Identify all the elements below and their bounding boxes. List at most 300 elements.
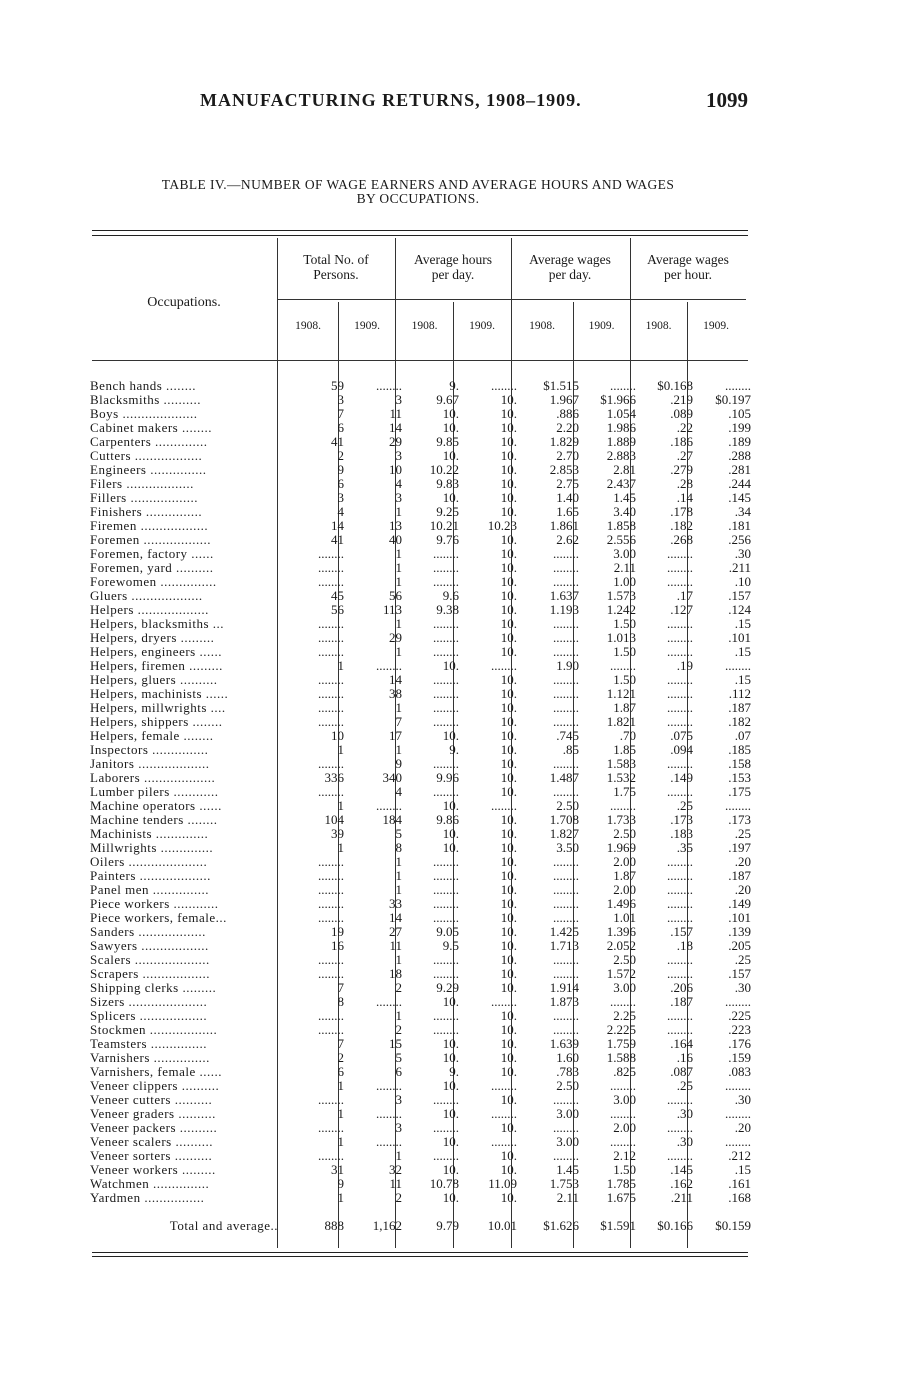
persons-1908: ........ (318, 785, 344, 799)
wages-hour-1908: ........ (667, 1023, 693, 1037)
occupation-name: Varnishers ............... (90, 1051, 210, 1065)
table-row (90, 729, 751, 743)
wages-hour-1908: ........ (667, 1093, 693, 1107)
top-rule-inner (92, 235, 748, 236)
persons-1909: 1 (395, 855, 402, 869)
table-row (90, 743, 751, 757)
top-rule (92, 230, 748, 231)
wages-hour-1908: .127 (670, 603, 693, 617)
wages-hour-1909: .157 (728, 967, 751, 981)
wages-day-1908: ........ (553, 673, 579, 687)
hours-1909: 10. (500, 1037, 517, 1051)
wages-day-1909: 2.12 (613, 1149, 636, 1163)
wages-hour-1908: ........ (667, 757, 693, 771)
occupation-name: Varnishers, female ...... (90, 1065, 222, 1079)
persons-1909: 340 (382, 771, 402, 785)
persons-1908: ........ (318, 547, 344, 561)
occupation-name: Gluers ................... (90, 589, 203, 603)
table-row (90, 813, 751, 827)
wages-day-1908: 1.827 (549, 827, 579, 841)
wages-hour-1909: .149 (728, 897, 751, 911)
occupation-name: Finishers ............... (90, 505, 203, 519)
hours-1909: 10. (500, 883, 517, 897)
hours-1908: 10. (442, 449, 459, 463)
wages-hour-1908: .219 (670, 393, 693, 407)
hours-1909: 10. (500, 617, 517, 631)
persons-1908: 9 (337, 1177, 344, 1191)
wages-day-1908: .886 (556, 407, 579, 421)
wages-day-1908: ........ (553, 701, 579, 715)
hours-1909: 10. (500, 561, 517, 575)
running-title: MANUFACTURING RETURNS, 1908–1909. (200, 90, 582, 110)
persons-1908: ........ (318, 855, 344, 869)
table-row (90, 995, 751, 1009)
hours-1909: 10. (500, 897, 517, 911)
persons-1908: 1 (337, 743, 344, 757)
wages-hour-1908: ........ (667, 967, 693, 981)
occupation-name: Panel men ............... (90, 883, 210, 897)
table-body (90, 379, 751, 1237)
persons-1909: 1 (395, 701, 402, 715)
occupation-name: Helpers, dryers ......... (90, 631, 215, 645)
wages-day-1909: 2.437 (606, 477, 636, 491)
year-header: 1908. (411, 320, 438, 332)
persons-1909: 1 (395, 743, 402, 757)
occupation-name: Oilers ..................... (90, 855, 208, 869)
persons-1908: ........ (318, 757, 344, 771)
table-row (90, 855, 751, 869)
wages-day-1908: ........ (553, 967, 579, 981)
persons-1909: 2 (395, 1023, 402, 1037)
table-row (90, 1037, 751, 1051)
table-row (90, 827, 751, 841)
hours-1908: 10. (442, 1163, 459, 1177)
wages-hour-group-header: Average wages per hour. (647, 252, 729, 282)
persons-1909: 14 (389, 673, 402, 687)
wages-hour-1908: ........ (667, 869, 693, 883)
persons-1908: 41 (331, 533, 344, 547)
persons-1909: ........ (376, 995, 402, 1009)
hours-1909: 10. (500, 687, 517, 701)
occupation-name: Helpers ................... (90, 603, 209, 617)
hours-1908: ........ (433, 715, 459, 729)
table-row (90, 575, 751, 589)
wages-hour-1908: .173 (670, 813, 693, 827)
persons-1908: ........ (318, 1009, 344, 1023)
year-header: 1908. (645, 320, 672, 332)
hours-1908: ........ (433, 869, 459, 883)
occupation-name: Stockmen .................. (90, 1023, 218, 1037)
wages-hour-1909: .187 (728, 869, 751, 883)
table-row (90, 1023, 751, 1037)
persons-1908: ........ (318, 953, 344, 967)
wages-day-1908: 1.637 (549, 589, 579, 603)
hours-1909: 10. (500, 603, 517, 617)
table-row (90, 911, 751, 925)
hours-1908: ........ (433, 1149, 459, 1163)
wages-hour-1908: ........ (667, 715, 693, 729)
hours-1908: 9.96 (436, 771, 459, 785)
table-title-line-2: BY OCCUPATIONS. (356, 191, 480, 206)
persons-1908: ........ (318, 715, 344, 729)
persons-1909: 7 (395, 715, 402, 729)
wages-day-1908: 2.50 (556, 799, 579, 813)
occupation-name: Lumber pilers ............ (90, 785, 219, 799)
table-row (90, 435, 751, 449)
wages-hour-1908: .16 (676, 1051, 693, 1065)
persons-1908: ........ (318, 967, 344, 981)
wages-hour-1908: .35 (676, 841, 693, 855)
hours-1908: ........ (433, 757, 459, 771)
wages-hour-1909: .10 (734, 575, 751, 589)
table-row (90, 1051, 751, 1065)
occupation-name: Fillers .................. (90, 491, 198, 505)
persons-1909: 6 (395, 1065, 402, 1079)
wages-day-1908: ........ (553, 869, 579, 883)
wages-hour-1908: .149 (670, 771, 693, 785)
wages-hour-1909: .281 (728, 463, 751, 477)
wages-hour-1908: ........ (667, 855, 693, 869)
hours-1909: ........ (491, 379, 517, 393)
wages-hour-1909: .153 (728, 771, 751, 785)
hours-1909: 10. (500, 463, 517, 477)
wages-day-1909: 2.00 (613, 883, 636, 897)
hours-1908: ........ (433, 645, 459, 659)
wages-day-1909: 2.11 (613, 561, 636, 575)
persons-1909: 1 (395, 883, 402, 897)
hours-1908: 10. (442, 491, 459, 505)
wages-hour-1909: ........ (725, 799, 751, 813)
wages-hour-1909: .212 (728, 1149, 751, 1163)
wages-hour-1909: .176 (728, 1037, 751, 1051)
wages-day-1909: 1.733 (606, 813, 636, 827)
occupation-name: Bench hands ........ (90, 379, 197, 393)
wages-day-1908: 3.00 (556, 1107, 579, 1121)
table-row (90, 631, 751, 645)
wages-day-1909: 1.496 (606, 897, 636, 911)
table-row (90, 701, 751, 715)
table-row (90, 673, 751, 687)
table-row (90, 617, 751, 631)
wages-hour-1908: .279 (670, 463, 693, 477)
hours-1909: 11.09 (488, 1177, 517, 1191)
wages-hour-1908: .25 (676, 799, 693, 813)
hours-1909: 10. (500, 1149, 517, 1163)
table-row (90, 757, 751, 771)
wages-day-1909: 1.50 (613, 617, 636, 631)
occupation-name: Veneer cutters .......... (90, 1093, 213, 1107)
table-row (90, 715, 751, 729)
hours-1908: ........ (433, 785, 459, 799)
hours-1909: 10. (500, 743, 517, 757)
year-header: 1909. (469, 320, 495, 332)
hours-1909: 10. (500, 645, 517, 659)
table-row (90, 1135, 751, 1149)
persons-1909: 1 (395, 1009, 402, 1023)
hours-1909: 10. (500, 449, 517, 463)
occupation-name: Millwrights .............. (90, 841, 214, 855)
wages-day-1909: 1.583 (606, 757, 636, 771)
occupation-name: Machine operators ...... (90, 799, 222, 813)
wages-day-1908: ........ (553, 645, 579, 659)
persons-1909: 2 (395, 1191, 402, 1205)
wages-hour-1909: .187 (728, 701, 751, 715)
persons-1909: 3 (395, 1121, 402, 1135)
persons-1908: 31 (331, 1163, 344, 1177)
wages-hour-1908: ........ (667, 1149, 693, 1163)
occupation-name: Machinists .............. (90, 827, 209, 841)
wages-hour-1908: .268 (670, 533, 693, 547)
hours-1908: 10.21 (429, 519, 459, 533)
hours-1909: 10. (500, 505, 517, 519)
wages-hour-1909: .157 (728, 589, 751, 603)
wages-day-1909: 1.45 (613, 491, 636, 505)
wages-day-1908: .783 (556, 1065, 579, 1079)
persons-1909: 15 (389, 1037, 402, 1051)
wages-hour-1908: .164 (670, 1037, 693, 1051)
wages-hour-1909: .223 (728, 1023, 751, 1037)
wages-day-1909: 3.40 (613, 505, 636, 519)
wages-day-1909: .825 (613, 1065, 636, 1079)
hours-1908: 9.25 (436, 505, 459, 519)
persons-1909: 9 (395, 757, 402, 771)
occupation-name: Janitors ................... (90, 757, 210, 771)
wages-day-1909: 1.986 (606, 421, 636, 435)
table-row (90, 505, 751, 519)
table-row (90, 1177, 751, 1191)
persons-1909: 11 (389, 939, 402, 953)
hours-1908: 9.83 (436, 477, 459, 491)
hours-1908: ........ (433, 883, 459, 897)
persons-1909: 5 (395, 827, 402, 841)
wages-hour-1908: .145 (670, 1163, 693, 1177)
occupation-name: Foremen, factory ...... (90, 547, 214, 561)
persons-1909: 3 (395, 1093, 402, 1107)
hours-1908: 9.79 (436, 1218, 459, 1233)
table-row (90, 393, 751, 407)
table-row (90, 687, 751, 701)
year-header: 1908. (295, 320, 321, 332)
persons-group-header: Total No. of Persons. (303, 252, 369, 282)
hours-1908: 9.76 (436, 533, 459, 547)
persons-1909: 40 (389, 533, 402, 547)
persons-1909: 29 (389, 631, 402, 645)
persons-1909: 5 (395, 1051, 402, 1065)
persons-1909: 33 (389, 897, 402, 911)
wages-day-1908: 1.639 (549, 1037, 579, 1051)
wages-day-1908: ........ (553, 1023, 579, 1037)
persons-1909: 18 (389, 967, 402, 981)
group-divider (278, 299, 746, 300)
wages-hour-1908: .211 (670, 1191, 693, 1205)
wages-hour-1909: .30 (734, 981, 751, 995)
occupation-name: Veneer workers ......... (90, 1163, 216, 1177)
persons-1909: 1 (395, 869, 402, 883)
hours-1908: 9.6 (442, 589, 459, 603)
wages-hour-1909: .185 (728, 743, 751, 757)
wages-day-1909: 2.556 (606, 533, 636, 547)
wages-day-1909: 2.225 (606, 1023, 636, 1037)
wages-day-1908: 1.829 (549, 435, 579, 449)
wages-hour-1909: .168 (728, 1191, 751, 1205)
wages-day-1908: 1.65 (556, 505, 579, 519)
hours-1908: ........ (433, 575, 459, 589)
wages-day-1908: 1.861 (549, 519, 579, 533)
table-title-line-1: TABLE IV.—NUMBER OF WAGE EARNERS AND AVERAGE HOURS AND WAGES (161, 177, 675, 192)
wages-day-1908: ........ (553, 1093, 579, 1107)
persons-1908: 3 (337, 491, 344, 505)
year-header: 1909. (588, 320, 615, 332)
occupation-name: Veneer clippers .......... (90, 1079, 220, 1093)
hours-1909: 10. (500, 589, 517, 603)
wages-day-1908: .85 (562, 743, 579, 757)
wages-hour-1909: .161 (728, 1177, 751, 1191)
wages-hour-1908: ........ (667, 561, 693, 575)
wages-hour-1908: ........ (667, 785, 693, 799)
wages-day-1908: 2.11 (556, 1191, 579, 1205)
hours-group-header: Average hours per day. (413, 252, 493, 282)
wages-day-1909: 1.054 (606, 407, 636, 421)
hours-1909: 10. (500, 981, 517, 995)
wages-hour-1909: $0.197 (715, 393, 751, 407)
hours-1909: 10.01 (487, 1218, 517, 1233)
occupation-name: Painters ................... (90, 869, 211, 883)
wages-day-1909: 2.25 (613, 1009, 636, 1023)
wages-hour-1908: ........ (667, 883, 693, 897)
wages-hour-1909: .30 (734, 547, 751, 561)
wages-day-1908: 2.853 (549, 463, 579, 477)
hours-1909: 10. (500, 1093, 517, 1107)
wages-hour-1909: $0.159 (715, 1218, 751, 1233)
table-row (90, 407, 751, 421)
hours-1909: ........ (491, 1107, 517, 1121)
wages-day-1909: ........ (610, 1079, 636, 1093)
wages-hour-1908: ........ (667, 575, 693, 589)
persons-1908: 3 (337, 393, 344, 407)
wages-hour-1908: .25 (676, 1079, 693, 1093)
hours-1908: 10. (442, 799, 459, 813)
persons-1909: 1 (395, 547, 402, 561)
hours-1908: 9.67 (436, 393, 459, 407)
hours-1908: ........ (433, 953, 459, 967)
occupation-name: Watchmen ............... (90, 1177, 210, 1191)
wages-hour-1909: .244 (728, 477, 751, 491)
hours-1909: 10. (500, 757, 517, 771)
wages-hour-1908: .14 (676, 491, 693, 505)
wages-day-1908: ........ (553, 1009, 579, 1023)
occupation-name: Piece workers ............ (90, 897, 219, 911)
wages-hour-1908: ........ (667, 645, 693, 659)
hours-1908: ........ (433, 897, 459, 911)
wages-hour-1909: .197 (728, 841, 751, 855)
persons-1909: 29 (389, 435, 402, 449)
occupation-name: Inspectors ............... (90, 743, 209, 757)
persons-1908: 6 (337, 1065, 344, 1079)
persons-1909: 2 (395, 981, 402, 995)
wages-hour-1908: ........ (667, 953, 693, 967)
wages-day-1909: 1.87 (613, 869, 636, 883)
wages-day-1908: ........ (553, 715, 579, 729)
table-row (90, 785, 751, 799)
wages-day-1909: 1.01 (613, 911, 636, 925)
total-row (90, 1205, 751, 1237)
occupation-name: Firemen .................. (90, 519, 209, 533)
hours-1908: 9.5 (442, 939, 459, 953)
hours-1908: 10. (442, 1135, 459, 1149)
wages-hour-1909: .20 (734, 1121, 751, 1135)
wages-day-1909: 1.858 (606, 519, 636, 533)
wages-hour-1908: ........ (667, 1009, 693, 1023)
persons-1909: ........ (376, 1107, 402, 1121)
wages-day-1909: 1.969 (606, 841, 636, 855)
wages-hour-1908: .18 (676, 939, 693, 953)
wages-hour-1908: ........ (667, 897, 693, 911)
wages-hour-1909: .15 (734, 673, 751, 687)
wages-day-1909: 2.00 (613, 855, 636, 869)
wages-hour-1908: .089 (670, 407, 693, 421)
table-row (90, 603, 751, 617)
wages-day-1908: ........ (553, 617, 579, 631)
occupation-name: Boys .................... (90, 407, 198, 421)
hours-1909: 10. (500, 393, 517, 407)
wages-hour-1909: ........ (725, 1079, 751, 1093)
hours-1908: ........ (433, 1009, 459, 1023)
wages-day-1908: ........ (553, 547, 579, 561)
wages-hour-1908: $0.166 (657, 1218, 693, 1233)
table-row (90, 897, 751, 911)
hours-1908: 10. (442, 841, 459, 855)
wages-day-1909: 1.572 (606, 967, 636, 981)
occupation-name: Helpers, gluers .......... (90, 673, 218, 687)
wages-day-1909: 2.81 (613, 463, 636, 477)
wages-day-1908: ........ (553, 561, 579, 575)
hours-1908: ........ (433, 967, 459, 981)
table-row (90, 1093, 751, 1107)
hours-1909: 10. (500, 869, 517, 883)
table-row (90, 449, 751, 463)
persons-1909: 1 (395, 1149, 402, 1163)
occupation-name: Engineers ............... (90, 463, 207, 477)
wages-day-1909: 1.242 (606, 603, 636, 617)
persons-1909: 17 (389, 729, 402, 743)
wages-hour-1909: .173 (728, 813, 751, 827)
table-row (90, 771, 751, 785)
hours-1909: 10. (500, 421, 517, 435)
hours-1908: ........ (433, 1023, 459, 1037)
wages-day-1908: 1.425 (549, 925, 579, 939)
persons-1908: 888 (324, 1218, 344, 1233)
hours-1909: 10. (500, 477, 517, 491)
persons-1909: 8 (395, 841, 402, 855)
wages-hour-1909: .083 (728, 1065, 751, 1079)
hours-1909: 10. (500, 1051, 517, 1065)
persons-1908: ........ (318, 897, 344, 911)
wages-day-1909: 1.785 (606, 1177, 636, 1191)
occupation-name: Helpers, millwrights .... (90, 701, 226, 715)
hours-1908: 9.85 (436, 435, 459, 449)
wages-hour-1909: .288 (728, 449, 751, 463)
hours-1909: ........ (491, 659, 517, 673)
hours-1909: 10.23 (487, 519, 517, 533)
occupation-name: Scalers .................... (90, 953, 210, 967)
wages-hour-1908: .075 (670, 729, 693, 743)
wages-hour-1909: ........ (725, 659, 751, 673)
table-row (90, 519, 751, 533)
wages-day-1908: ........ (553, 631, 579, 645)
persons-1909: 38 (389, 687, 402, 701)
wages-day-1908: 2.62 (556, 533, 579, 547)
wages-hour-1908: .183 (670, 827, 693, 841)
